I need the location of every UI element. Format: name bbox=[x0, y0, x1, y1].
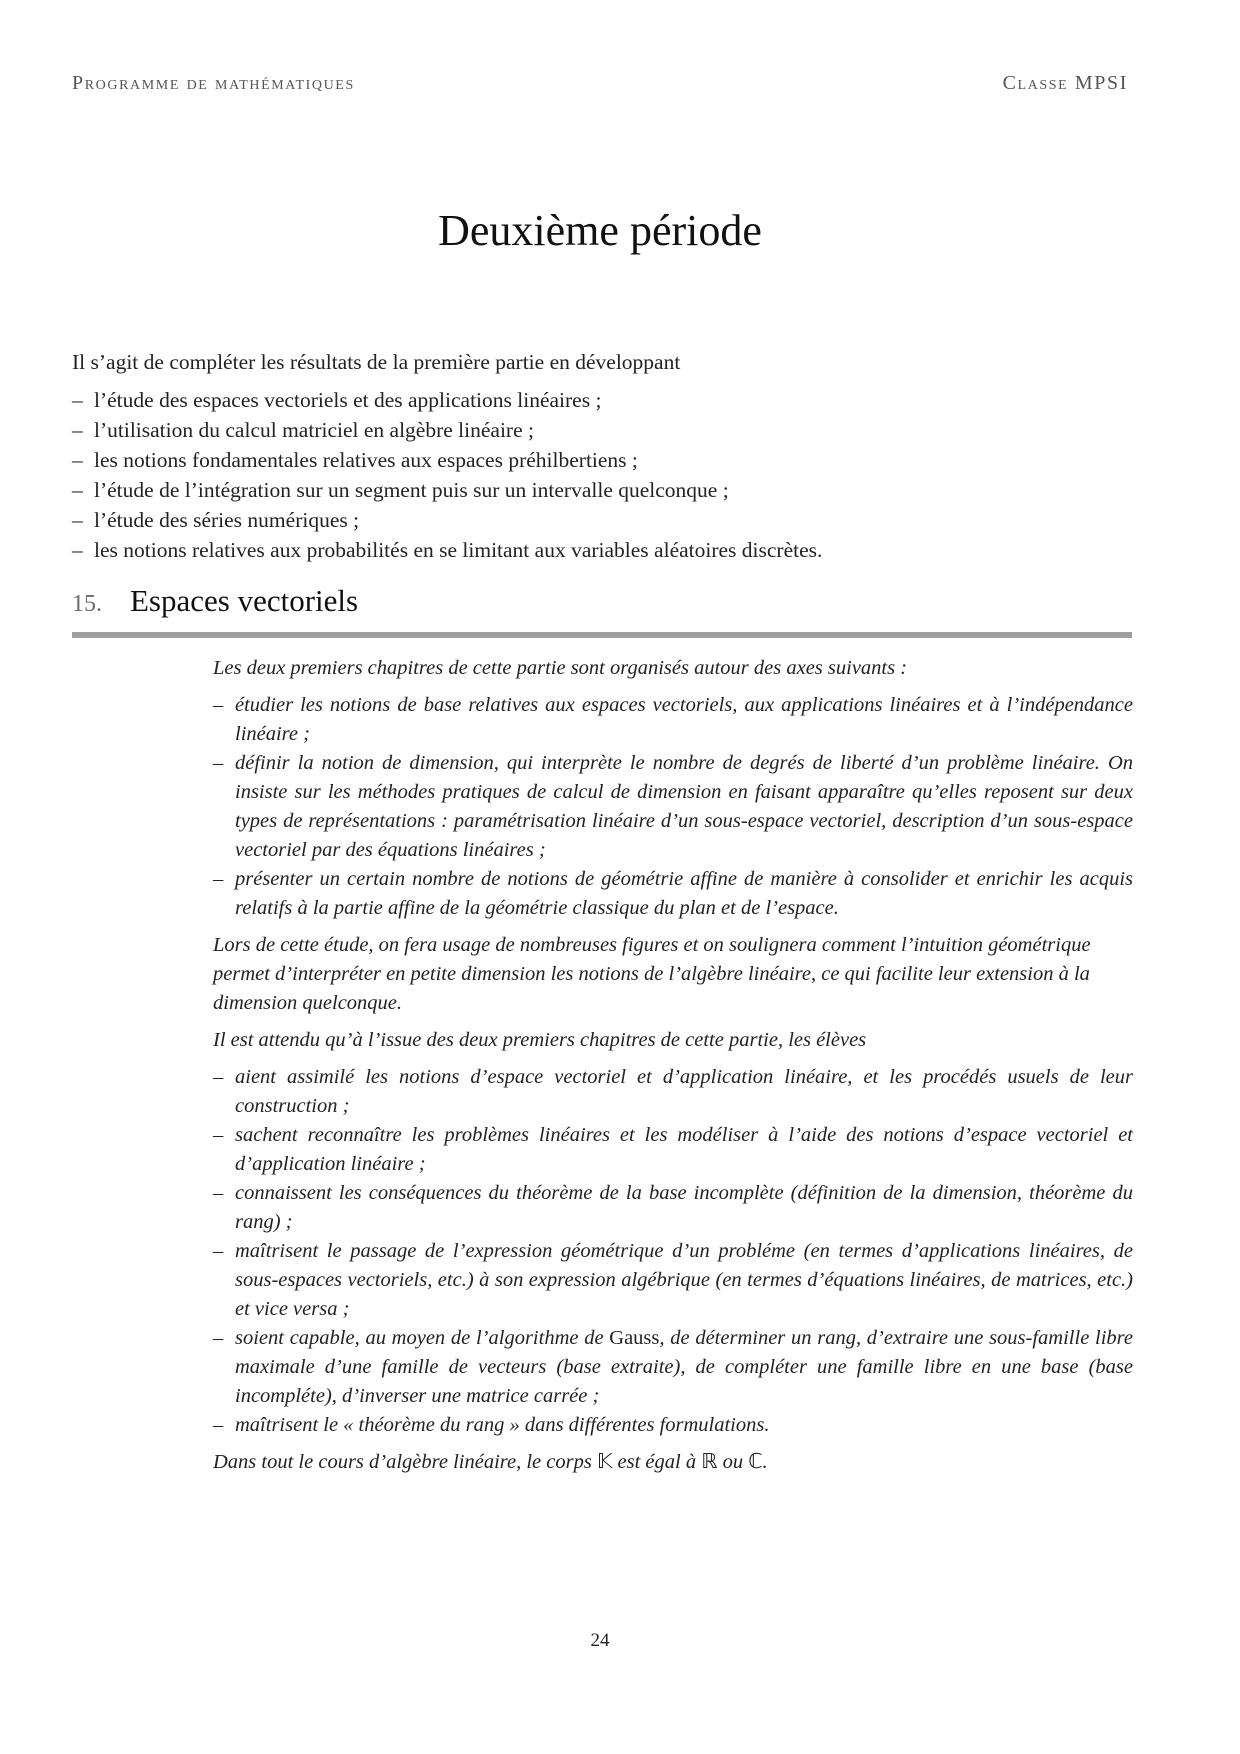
gauss-item-after: , de déterminer un rang, d’extraire une sous-famille libre maximale d’une famille de vecteurs (base extraite), de compléter une famille libre en une base (base incompléte), d’inverser une matrice carrée ; bbox=[235, 1327, 1133, 1407]
intro-item: – l’étude des espaces vectoriels et des applications linéaires ; bbox=[72, 385, 1132, 415]
intro-item: – l’étude de l’intégration sur un segment puis sur un intervalle quelconque ; bbox=[72, 475, 1132, 505]
body-paragraph-figures: Lors de cette étude, on fera usage de nombreuses figures et on soulignera comment l’intuition géométrique permet d’interpréter en petite dimension les notions de l’algèbre linéaire, ce qui facilite leur extension à la dimension quelconque. bbox=[213, 934, 1091, 1014]
axes-item: – définir la notion de dimension, qui interprète le nombre de degrés de liberté d’un problème linéaire. On insiste sur les méthodes pratiques de calcul de dimension en faisant apparaître qu’elles reposent sur deux types de représentations : paramétrisation linéaire d’un sous-espace vectoriel, description d’un sous-espace vectoriel par des équations linéaires ; bbox=[213, 749, 1133, 865]
body-paragraph-field bbox=[213, 1448, 1133, 1477]
body-paragraph-goals-intro: Il est attendu qu’à l’issue des deux premiers chapitres de cette partie, les élèves bbox=[213, 1029, 867, 1051]
running-header bbox=[72, 72, 1128, 95]
field-text-mid1: est égal à bbox=[612, 1451, 702, 1473]
goals-item: – sachent reconnaître les problèmes linéaires et les modéliser à l’aide des notions d’espace vectoriel et d’application linéaire ; bbox=[213, 1121, 1133, 1179]
field-c-symbol: ℂ bbox=[748, 1451, 763, 1473]
section-title: Espaces vectoriels bbox=[130, 583, 359, 618]
goals-item: – aient assimilé les notions d’espace vectoriel et d’application linéaire, et les procédés usuels de leur construction ; bbox=[213, 1063, 1133, 1121]
gauss-name: Gauss bbox=[609, 1327, 660, 1349]
goals-item: – maîtrisent le « théorème du rang » dans différentes formulations. bbox=[213, 1411, 1133, 1440]
intro-item: – les notions fondamentales relatives aux espaces préhilbertiens ; bbox=[72, 445, 1132, 475]
intro-list bbox=[72, 385, 1132, 565]
section-number: 15. bbox=[72, 591, 102, 617]
intro-block bbox=[72, 350, 1132, 565]
field-text-before: Dans tout le cours d’algèbre linéaire, le corps bbox=[213, 1451, 597, 1473]
field-text-mid2: ou bbox=[717, 1451, 749, 1473]
field-text-end: . bbox=[762, 1451, 768, 1473]
goals-item-gauss bbox=[213, 1324, 1133, 1411]
goals-item: – connaissent les conséquences du théorème de la base incomplète (définition de la dimension, théorème du rang) ; bbox=[213, 1179, 1133, 1237]
header-program-label: Programme de mathématiques bbox=[72, 72, 355, 94]
axes-item: – présenter un certain nombre de notions de géométrie affine de manière à consolider et enrichir les acquis relatifs à la partie affine de la géométrie classique du plan et de l’espace. bbox=[213, 865, 1133, 923]
axes-list bbox=[213, 691, 1133, 923]
page-title: Deuxième période bbox=[438, 206, 762, 255]
goals-list bbox=[213, 1063, 1133, 1440]
field-k-symbol: 𝕂 bbox=[596, 1451, 613, 1473]
goals-item: – maîtrisent le passage de l’expression géométrique d’un probléme (en termes d’applications linéaires, de sous-espaces vectoriels, etc.) à son expression algébrique (en termes d’équations linéaires, de matrices, etc.) et vice versa ; bbox=[213, 1237, 1133, 1324]
body-paragraph-axes-intro: Les deux premiers chapitres de cette partie sont organisés autour des axes suivants : bbox=[213, 657, 908, 679]
intro-lead: Il s’agit de compléter les résultats de la première partie en développant bbox=[72, 350, 681, 374]
section-body bbox=[213, 654, 1133, 1485]
header-class-label: Classe MPSI bbox=[1002, 72, 1128, 94]
intro-item: – les notions relatives aux probabilités en se limitant aux variables aléatoires discrètes. bbox=[72, 535, 1132, 565]
intro-item: – l’étude des séries numériques ; bbox=[72, 505, 1132, 535]
gauss-item-before: soient capable, au moyen de l’algorithme de bbox=[235, 1327, 610, 1349]
section-rule bbox=[72, 632, 1132, 638]
axes-item: – étudier les notions de base relatives aux espaces vectoriels, aux applications linéaires et à l’indépendance linéaire ; bbox=[213, 691, 1133, 749]
page-number: 24 bbox=[590, 1630, 610, 1651]
intro-item: – l’utilisation du calcul matriciel en algèbre linéaire ; bbox=[72, 415, 1132, 445]
field-r-symbol: ℝ bbox=[701, 1451, 718, 1473]
